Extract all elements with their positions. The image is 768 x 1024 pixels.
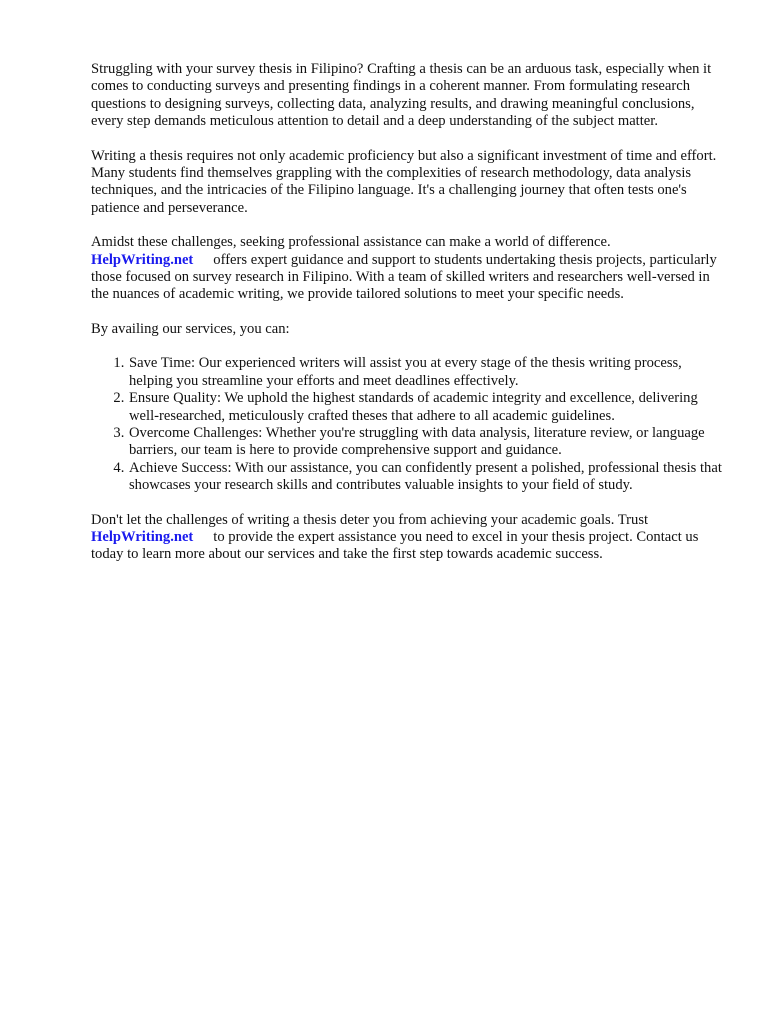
list-item: 3. Overcome Challenges: Whether you're struggling with data analysis, literature review, or language barriers, our team is here to provide comprehensive support and guidance. (128, 425, 723, 460)
services-lead-paragraph: By availing our services, you can: (91, 320, 290, 337)
list-item: 1. Save Time: Our experienced writers will assist you at every stage of the thesis writing process, helping you streamline your efforts and meet deadlines effectively. (128, 355, 723, 390)
list-item: 4. Achieve Success: With our assistance, you can confidently present a polished, professional thesis that showcases your research skills and contributes valuable insights to your field of study. (128, 460, 723, 495)
assistance-rest-text: offers expert guidance and support to students undertaking thesis projects, particularly those focused on survey research in Filipino. With a team of skilled writers and researchers well-versed in the nuances of academic writing, we provide tailored solutions to meet your specific needs. (91, 251, 717, 303)
helpwriting-link[interactable]: HelpWriting.net (91, 251, 194, 268)
intro-paragraph: Struggling with your survey thesis in Filipino? Crafting a thesis can be an arduous task, especially when it comes to conducting surveys and presenting findings in a coherent manner. From formulating research questions to designing surveys, collecting data, analyzing results, and drawing meaningful conclusions, every step demands meticulous attention to detail and a deep understanding of the subject matter. (91, 61, 712, 130)
benefits-list (91, 355, 723, 494)
closing-intro-text: Don't let the challenges of writing a thesis deter you from achieving your academic goals. Trust (91, 511, 649, 528)
closing-paragraph (91, 512, 723, 564)
assistance-intro-text: Amidst these challenges, seeking professional assistance can make a world of difference. (91, 234, 611, 251)
effort-paragraph: Writing a thesis requires not only academic proficiency but also a significant investment of time and effort. Many students find themselves grappling with the complexities of research methodology, data analysis techniques, and the intricacies of the Filipino language. It's a challenging journey that often tests one's patience and perseverance. (91, 147, 717, 216)
closing-rest-text: to provide the expert assistance you need to excel in your thesis project. Contact us today to learn more about our services and take the first step towards academic success. (91, 528, 699, 563)
helpwriting-link[interactable]: HelpWriting.net (91, 528, 194, 545)
document-page (91, 61, 723, 581)
list-item: 2. Ensure Quality: We uphold the highest standards of academic integrity and excellence, delivering well-researched, meticulously crafted theses that adhere to all academic guidelines. (128, 390, 723, 425)
assistance-paragraph (91, 234, 723, 304)
